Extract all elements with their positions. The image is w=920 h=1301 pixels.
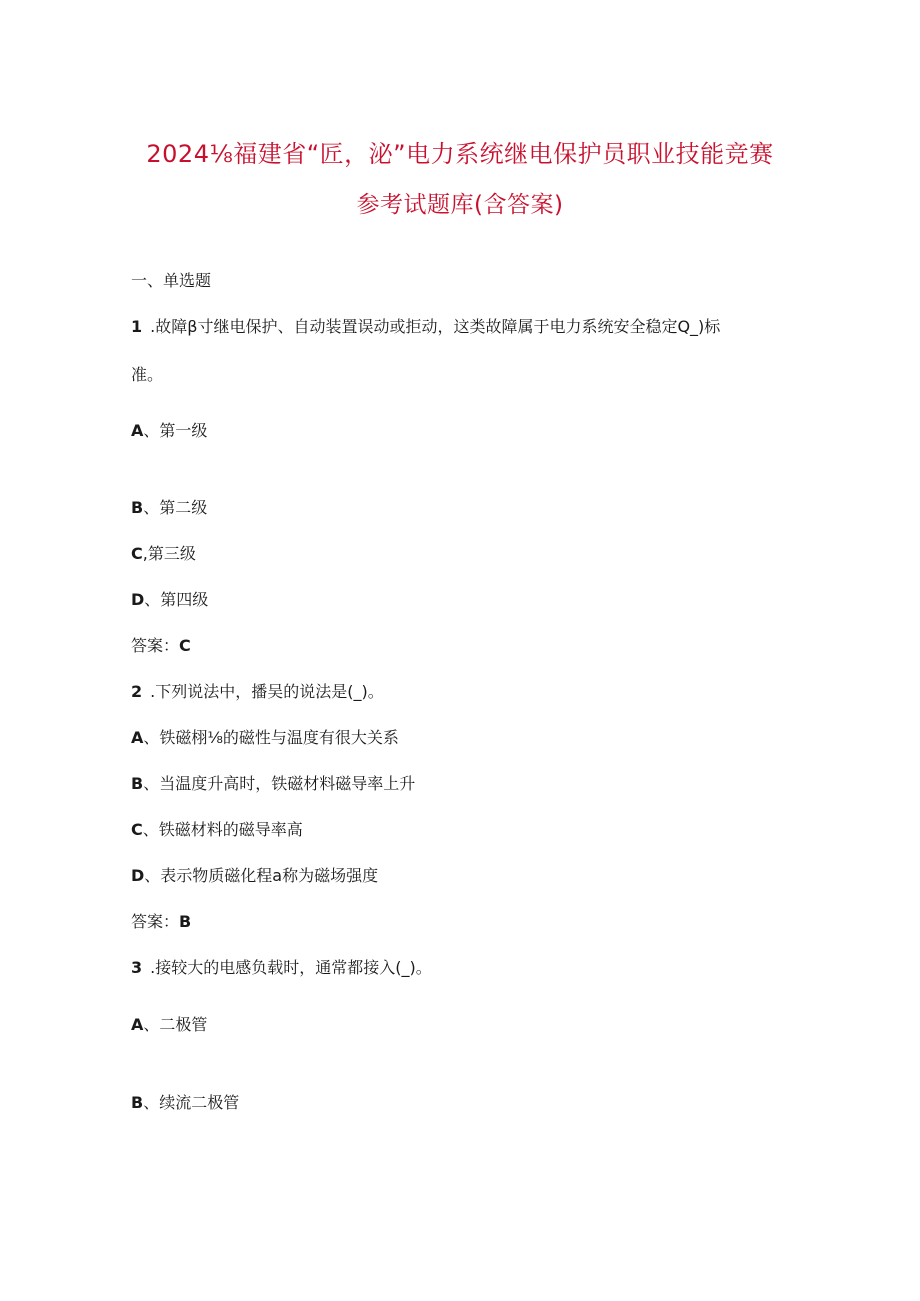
option-letter: A	[131, 728, 144, 747]
option-letter: B	[131, 1093, 144, 1112]
option-separator: 、	[143, 728, 160, 747]
option-2a	[131, 727, 399, 749]
option-letter: B	[131, 498, 144, 517]
option-separator: 、	[144, 866, 161, 885]
option-text: 第四级	[160, 590, 209, 609]
option-separator: 、	[143, 1093, 160, 1112]
question-text: .故障β寸继电保护、自动装置误动或拒动，这类故障属于电力系统安全稳定Q_)标	[150, 317, 721, 336]
option-separator: 、	[143, 774, 160, 793]
question-text: .下列说法中，播吴的说法是(_)。	[150, 682, 384, 701]
option-text: 第三级	[147, 544, 196, 563]
option-separator: 、	[143, 421, 160, 440]
option-text: 续流二极管	[159, 1093, 240, 1112]
option-text: 铁磁材料的磁导率高	[158, 820, 303, 839]
answer-label: 答案：	[131, 912, 180, 931]
option-letter: D	[131, 590, 145, 609]
question-3	[131, 957, 432, 979]
option-separator: 、	[142, 820, 159, 839]
answer-label: 答案：	[131, 636, 180, 655]
option-text: 第二级	[159, 498, 208, 517]
option-3a	[131, 1014, 207, 1036]
option-separator: 、	[144, 590, 161, 609]
option-1b	[131, 497, 207, 519]
option-separator: ,	[142, 544, 148, 563]
option-separator: 、	[143, 498, 160, 517]
option-3b	[131, 1092, 239, 1114]
option-text: 表示物质磁化程a称为磁场强度	[160, 866, 379, 885]
answer-value: B	[179, 912, 192, 931]
question-number: 1	[131, 317, 143, 336]
question-1-continuation: 准。	[131, 365, 164, 384]
option-text: 第一级	[159, 421, 208, 440]
option-separator: 、	[143, 1015, 160, 1034]
option-letter: A	[131, 1015, 144, 1034]
question-number: 2	[131, 682, 143, 701]
option-text: 铁磁栩⅛的磁性与温度有很大关系	[159, 728, 399, 747]
option-2b	[131, 773, 415, 795]
question-1	[131, 316, 720, 338]
question-2	[131, 681, 384, 703]
answer-value: C	[179, 636, 191, 655]
option-1c	[131, 543, 196, 565]
question-number: 3	[131, 958, 143, 977]
option-text: 二极管	[159, 1015, 208, 1034]
option-letter: C	[131, 820, 143, 839]
option-letter: D	[131, 866, 145, 885]
option-text: 当温度升高时，铁磁材料磁导率上升	[159, 774, 416, 793]
answer-1	[131, 635, 191, 657]
option-letter: A	[131, 421, 144, 440]
option-letter: C	[131, 544, 143, 563]
document-title-line-1: 2024⅛福建省“匠，泌”电力系统继电保护员职业技能竞赛	[146, 140, 774, 168]
question-text: .接较大的电感负载时，通常都接入(_)。	[150, 958, 432, 977]
option-letter: B	[131, 774, 144, 793]
option-1a	[131, 420, 207, 442]
document-title-line-2: 参考试题库(含答案)	[356, 192, 564, 218]
section-heading: 一、单选题	[131, 271, 212, 290]
option-2c	[131, 819, 303, 841]
option-1d	[131, 589, 208, 611]
option-2d	[131, 865, 378, 887]
answer-2	[131, 911, 191, 933]
